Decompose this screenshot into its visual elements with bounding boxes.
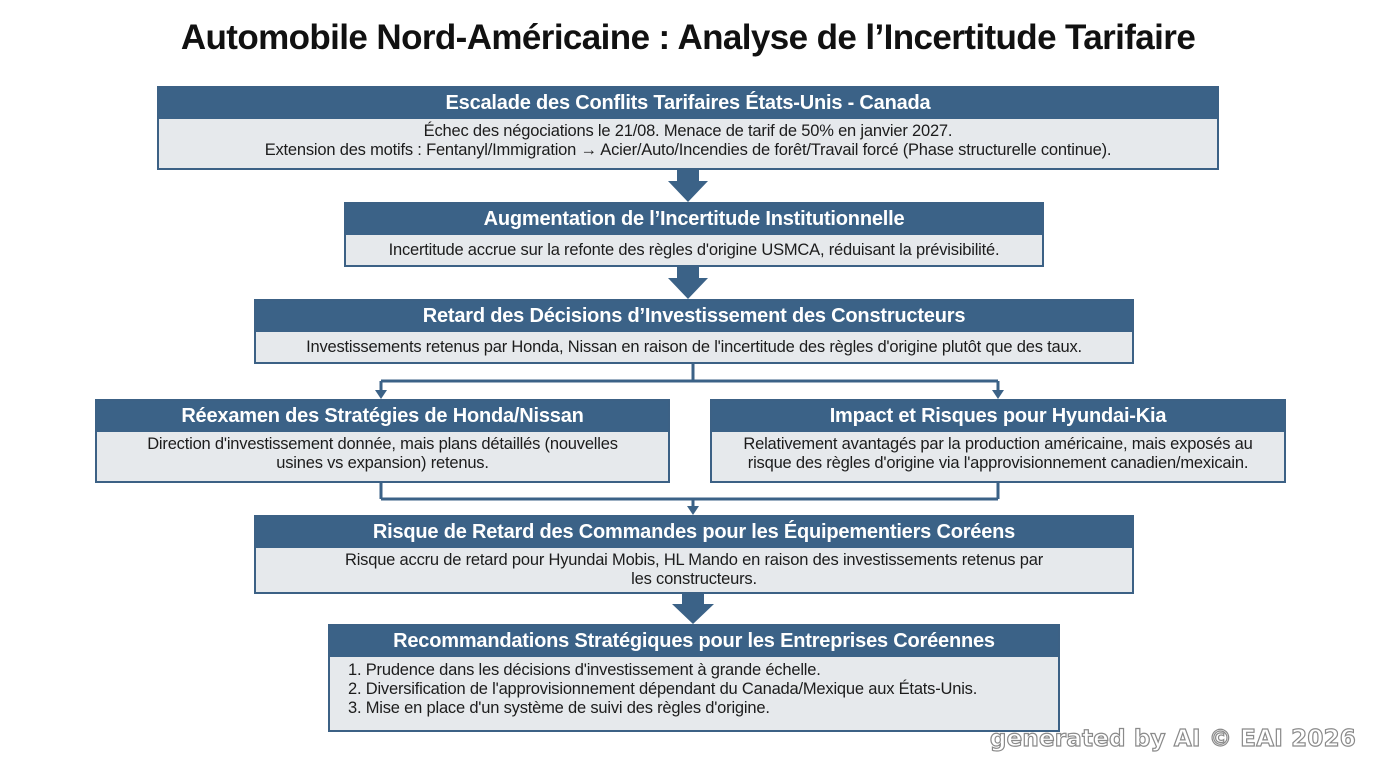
box-incertitude-title: Augmentation de l’Incertitude Institutionnelle xyxy=(346,204,1042,235)
box-equipementiers-body xyxy=(256,548,1132,589)
box-recommandations xyxy=(328,624,1060,732)
box-retard-line-1: Investissements retenus par Honda, Nissan en raison de l'incertitude des règles d'origine plutôt que des taux. xyxy=(306,338,1082,356)
box-equipementiers-line-2: les constructeurs. xyxy=(631,570,757,588)
arrowhead-right xyxy=(992,390,1004,399)
recommandation-item-2: 2. Diversification de l'approvisionnement dépendant du Canada/Mexique aux États-Unis. xyxy=(348,680,978,698)
box-hyundai-kia-line-1: Relativement avantagés par la production américaine, mais exposés au xyxy=(743,435,1253,453)
arrowhead-left xyxy=(375,390,387,399)
recommandation-item-1: 1. Prudence dans les décisions d'investissement à grande échelle. xyxy=(348,661,821,679)
box-escalade-line-1: Échec des négociations le 21/08. Menace de tarif de 50% en janvier 2027. xyxy=(423,122,953,140)
box-hyundai-kia-title: Impact et Risques pour Hyundai-Kia xyxy=(712,401,1284,432)
box-escalade-body xyxy=(159,119,1217,160)
box-hyundai-kia-line-2: risque des règles d'origine via l'approvisionnement canadien/mexicain. xyxy=(747,454,1249,472)
box-honda-nissan-body xyxy=(97,432,668,473)
arrow-incertitude-to-retard xyxy=(668,267,708,299)
box-equipementiers-line-1: Risque accru de retard pour Hyundai Mobis, HL Mando en raison des investissements retenus par xyxy=(345,551,1043,569)
box-retard-title: Retard des Décisions d’Investissement des Constructeurs xyxy=(256,301,1132,332)
box-escalade xyxy=(157,86,1219,170)
arrowhead-merge xyxy=(687,506,699,515)
box-recommandations-body xyxy=(330,657,1058,718)
box-equipementiers-title: Risque de Retard des Commandes pour les Équipementiers Coréens xyxy=(256,517,1132,548)
box-retard xyxy=(254,299,1134,364)
box-retard-body xyxy=(256,332,1132,357)
box-escalade-line-2: Extension des motifs : Fentanyl/Immigration → Acier/Auto/Incendies de forêt/Travail forcé (Phase structurelle continue). xyxy=(264,141,1112,159)
box-hyundai-kia xyxy=(710,399,1286,483)
arrow-equipementiers-to-recommandations xyxy=(672,594,714,624)
box-hyundai-kia-body xyxy=(712,432,1284,473)
box-incertitude-body xyxy=(346,235,1042,260)
watermark: generated by AI © EAI 2026 xyxy=(989,726,1356,752)
page-title: Automobile Nord-Américaine : Analyse de l’Incertitude Tarifaire xyxy=(180,18,1196,57)
box-incertitude-line-1: Incertitude accrue sur la refonte des règles d'origine USMCA, réduisant la prévisibilité. xyxy=(388,241,1000,259)
recommandation-item-3: 3. Mise en place d'un système de suivi des règles d'origine. xyxy=(348,699,770,717)
box-incertitude xyxy=(344,202,1044,267)
box-escalade-title: Escalade des Conflits Tarifaires États-Unis - Canada xyxy=(159,88,1217,119)
box-recommandations-title: Recommandations Stratégiques pour les Entreprises Coréennes xyxy=(330,626,1058,657)
box-honda-nissan-line-1: Direction d'investissement donnée, mais plans détaillés (nouvelles xyxy=(147,435,618,453)
box-honda-nissan xyxy=(95,399,670,483)
arrow-escalade-to-incertitude xyxy=(668,170,708,202)
box-honda-nissan-line-2: usines vs expansion) retenus. xyxy=(276,454,489,472)
box-equipementiers xyxy=(254,515,1134,594)
box-honda-nissan-title: Réexamen des Stratégies de Honda/Nissan xyxy=(97,401,668,432)
